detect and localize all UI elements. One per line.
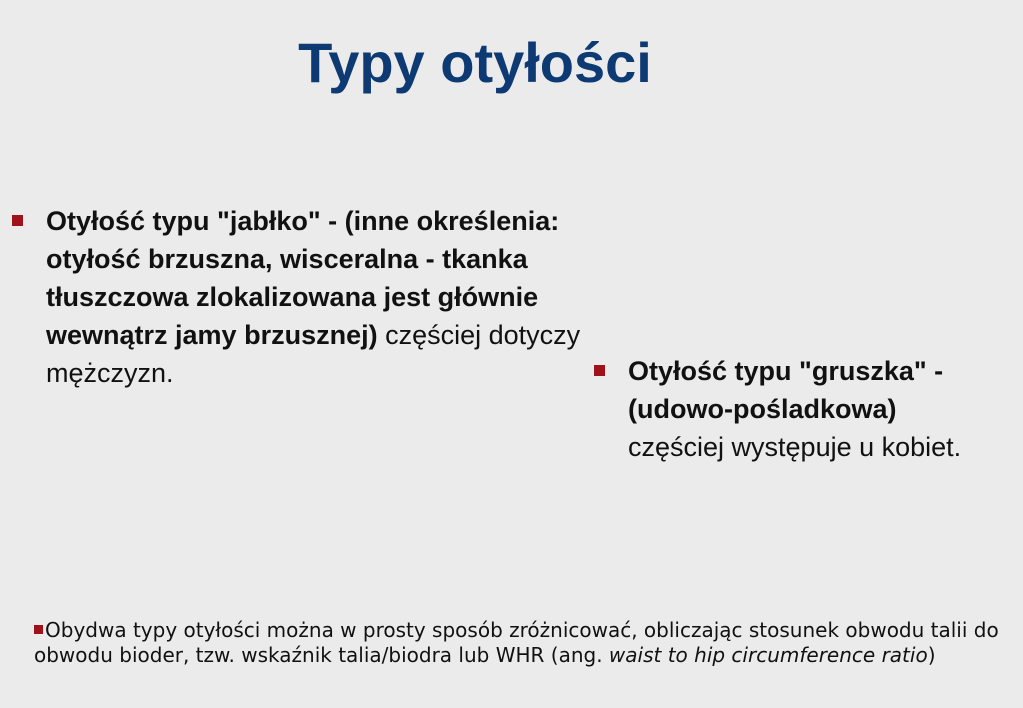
slide-title: Typy otyłości	[298, 31, 652, 94]
bullet-pear-bold-text: Otyłość typu "gruszka" - (udowo-pośladkowa)	[628, 356, 944, 424]
footnote-text: Obydwa typy otyłości można w prosty sposób zróżnicować, obliczając stosunek obwodu talii do obwodu bioder, tzw. wskaźnik talia/biodra lub WHR (ang.	[34, 618, 999, 667]
bullet-apple-obesity	[12, 202, 602, 432]
bullet-pear-normal-text: częściej występuje u kobiet.	[628, 432, 962, 462]
bullet-apple-text	[46, 202, 602, 392]
footnote-italic-text: waist to hip circumference ratio	[608, 643, 928, 667]
square-bullet-icon	[12, 215, 23, 226]
bullet-apple-normal-text: częściej dotyczy mężczyzn.	[46, 320, 581, 388]
bullet-pear-obesity	[594, 352, 994, 512]
footnote-end: )	[927, 643, 936, 667]
square-bullet-icon	[594, 365, 605, 376]
bullet-pear-text	[628, 352, 988, 466]
bullet-apple-bold-text: Otyłość typu "jabłko" - (inne określenia: otyłość brzuszna, wisceralna - tkanka tłuszczowa zlokalizowana jest głównie wewnątrz jamy brzusznej)	[46, 206, 560, 350]
footnote-whr	[34, 618, 1014, 668]
square-bullet-icon	[34, 625, 43, 634]
